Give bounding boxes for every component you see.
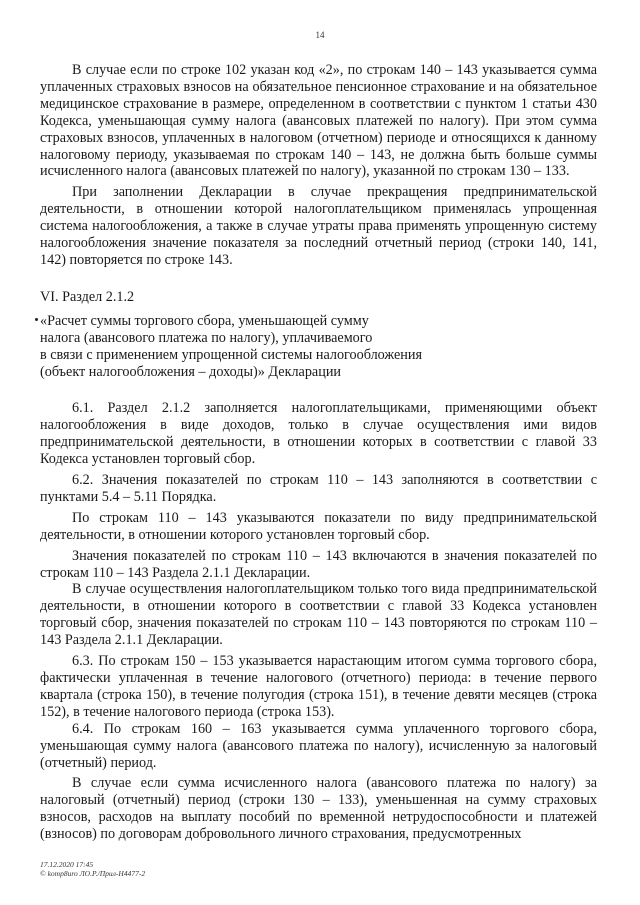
paragraph: В случае осуществления налогоплательщиком только того вида предпринимательской деятельности, в отношении которого в соответствии с главой 33 Кодекса установлен торговый сбор, значения показателей по строкам 110 – 143 повторяются по строкам 110 – 143 Раздела 2.1.1 Декларации. [40,581,597,649]
paragraph: 6.2. Значения показателей по строкам 110 – 143 заполняются в соответствии с пунктами 5.4 – 5.11 Порядка. [40,472,597,505]
paragraph: 6.4. По строкам 160 – 163 указывается сумма уплаченного торгового сбора, уменьшающая сумму налога (авансового платежа по налогу), исчисленную за налоговый (отчетный) период. [40,720,597,771]
section-subtitle-line: (объект налогообложения – доходы)» Декларации [40,363,342,380]
page-number: 14 [315,30,325,40]
document-footer [40,860,145,878]
paragraph: В случае если сумма исчисленного налога (авансового платежа по налогу) за налоговый (отчетный) период (строки 130 – 133), уменьшенная на сумму страховых взносов, расходов на выплату пособий по временной нетрудоспособности и платежей (взносов) по договорам добровольного личного страхования, предусмотренных [40,775,597,843]
footer-file-path: © komp8uro ЛО.Р./Прил-Н4477-2 [40,869,146,878]
paragraph: При заполнении Декларации в случае прекращения предпринимательской деятельности, в отношении которой налогоплательщиком применялась упрощенная система налогообложения, а также в случае утраты права применять упрощенную систему налогообложения значение показателя за последний отчетный период (строки 140, 141, 142) повторяется по строке 143. [40,184,597,268]
section-subtitle-line: «Расчет суммы торгового сбора, уменьшающей сумму [40,312,369,329]
paragraph: 6.1. Раздел 2.1.2 заполняется налогоплательщиками, применяющими объект налогообложения в виде доходов, только в случае осуществления ими видов предпринимательской деятельности, в отношении которых в соответствии с главой 33 Кодекса установлен торговый сбор. [40,400,597,468]
paragraph: В случае если по строке 102 указан код «2», по строкам 140 – 143 указывается сумма уплаченных страховых взносов на обязательное пенсионное страхование и на обязательное медицинское страхование в размере, определенном в соответствии с пунктом 1 статьи 430 Кодекса, уменьшающая сумму налога (авансовых платежей по налогу). При этом сумма страховых взносов, уплаченных в налоговом (отчетном) периоде и относящихся к данному налоговому периоду, указываемая по строкам 140 – 143, не должна быть больше суммы исчисленного налога (авансовых платежей по налогу), указанной по строкам 130 – 133. [40,62,597,180]
paragraph: 6.3. По строкам 150 – 153 указывается нарастающим итогом сумма торгового сбора, фактически уплаченная в течение налогового (отчетного) периода: в течение первого квартала (строка 150), в течение полугодия (строка 151), в течение девяти месяцев (строка 152), в течение налогового периода (строка 153). [40,653,597,720]
document-body [40,62,597,843]
paragraph: По строкам 110 – 143 указываются показатели по виду предпринимательской деятельности, в отношении которого установлен торговый сбор. [40,509,597,543]
section-heading [40,289,597,381]
section-subtitle-line: в связи с применением упрощенной системы налогообложения [40,346,423,363]
margin-mark [35,318,38,321]
footer-timestamp: 17.12.2020 17:45 [40,860,94,869]
section-subtitle-line: налога (авансового платежа по налогу), уплачиваемого [40,329,373,346]
paragraph: Значения показателей по строкам 110 – 143 включаются в значения показателей по строкам 110 – 143 Раздела 2.1.1 Декларации. [40,547,597,581]
section-title: VI. Раздел 2.1.2 [40,288,135,305]
